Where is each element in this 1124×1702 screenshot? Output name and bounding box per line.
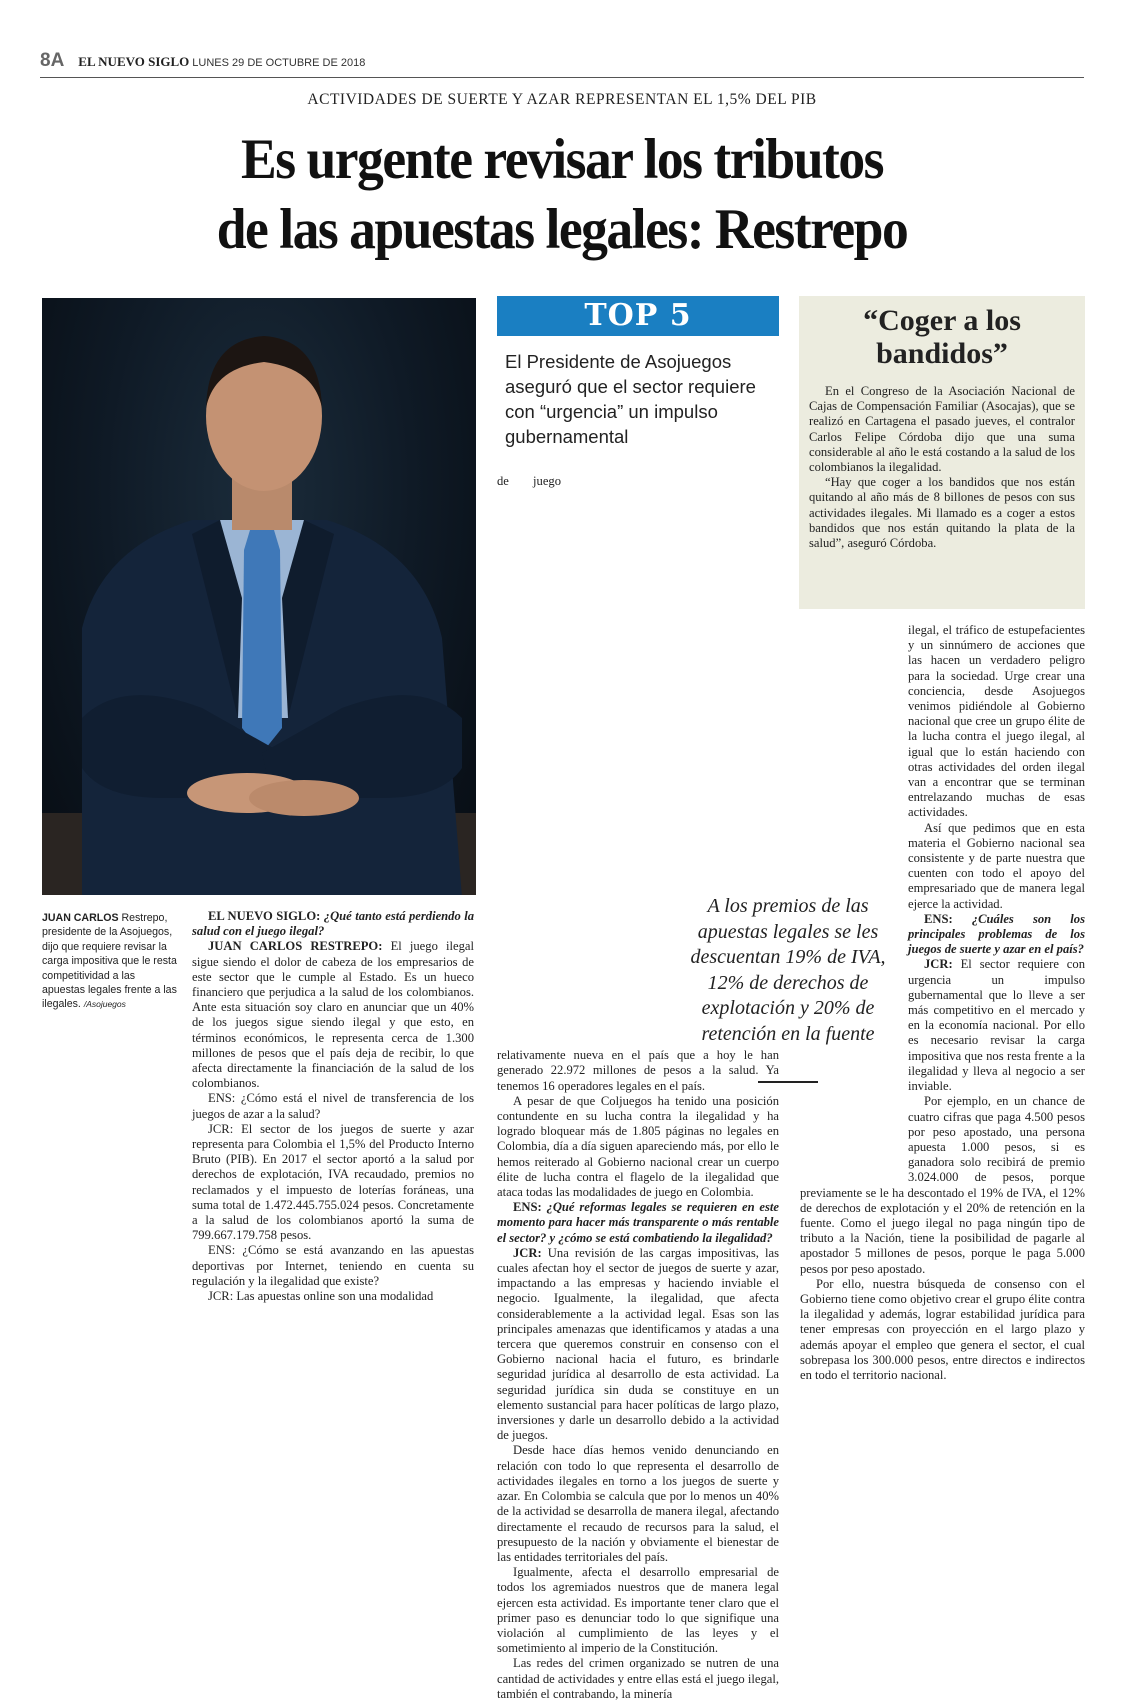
caption-text: Restrepo, presidente de la Asojuegos, dijo que requiere revisar la carga impositiva que le resta competitividad a las apuestas legales frente a las ilegales. xyxy=(42,912,177,1011)
question-5-speaker: ENS: xyxy=(924,911,953,926)
sidebar-paragraph-1: En el Congreso de la Asociación Nacional de Cajas de Compensación Familiar (Asocajas), que se realizó en Cartagena el pasado jueves, el contralor Carlos Felipe Córdoba dijo que una suma considerable al año le está costando a la salud de los colombianos la ilegalidad. xyxy=(809,384,1075,475)
caption-name: JUAN CARLOS xyxy=(42,912,119,924)
answer-3: JCR: Las apuestas online son una modalidad xyxy=(208,1289,434,1304)
column-2-paragraph-4: Igualmente, afecta el desarrollo empresarial de todos los agremiados nuestros que de manera legal ejercen esta actividad. Es importante tener claro que el primer paso es denunciar todo lo que signifique una violación al cumplimiento de las leyes y el sometimiento al imperio de la Constitución. xyxy=(497,1565,779,1656)
column-2-paragraph-1: de juego relativamente nueva en el país que a hoy le han generado 22.972 millones de pesos a la salud. Ya tenemos 16 operadores legales en el país. xyxy=(497,474,779,1093)
answer-2: JCR: El sector de los juegos de suerte y azar representa para Colombia el 1,5% del Producto Interno Bruto (PIB). En 2017 el sector aportó a la salud por derechos de explotación, IVA recaudado, premios no reclamados y el impuesto de loterías foráneas, una suma total de 1.472.445.755.024 pesos. Concretamente a la salud de los colombianos aportó la suma de 799.667.179.758 pesos. xyxy=(192,1121,474,1243)
answer-4-speaker: JCR: xyxy=(513,1245,542,1260)
pull-quote: A los premios de las apuestas legales se les descuentan 19% de IVA, 12% de derechos de explotación y 20% de retención en la fuente xyxy=(690,895,886,1045)
sidebar-paragraph-2: “Hay que coger a los bandidos que nos están quitando al año más de 8 billones de pesos con sus actividades ilegales. Mi llamado es a coger a estos bandidos que nos están quitando la plata de la salud”, aseguró Córdoba. xyxy=(809,475,1075,551)
question-2: ENS: ¿Cómo está el nivel de transferencia de los juegos de azar a la salud? xyxy=(192,1091,474,1121)
question-1-text: ¿Qué tanto está perdiendo la salud con el juego ilegal? xyxy=(192,909,474,939)
sidebar-body xyxy=(809,384,1075,551)
answer-5-text: El sector requiere con urgencia un impulso gubernamental que lo lleve a ser más competitivo en el mercado y en la economía nacional. Por ello es necesario revisar la carga impositiva que nos resta frente a la ilegalidad y lleva al negocio a ser inviable. xyxy=(908,957,1085,1094)
pull-quote-rule xyxy=(758,1081,818,1083)
question-1-speaker: EL NUEVO SIGLO: xyxy=(208,909,321,923)
sidebar-box xyxy=(799,296,1085,609)
portrait-illustration xyxy=(42,298,476,895)
page-number: 8A xyxy=(40,50,65,71)
issue-date: LUNES 29 DE OCTUBRE DE 2018 xyxy=(192,57,366,69)
headline xyxy=(34,125,1091,265)
header-rule xyxy=(40,77,1084,78)
answer-4 xyxy=(497,1246,779,1444)
article-subhead: El Presidente de Asojuegos aseguró que el sector requiere con “urgencia” un impulso gubernamental xyxy=(505,351,756,447)
column-2-paragraph-5: Las redes del crimen organizado se nutren de una cantidad de actividades y entre ellas está el juego ilegal, también el contrabando, la minería xyxy=(497,1656,779,1701)
answer-1-speaker: JUAN CARLOS RESTREPO: xyxy=(208,939,383,954)
answer-1 xyxy=(192,939,474,1091)
headline-line-1: Es urgente revisar los tributos xyxy=(241,128,883,191)
question-3: ENS: ¿Cómo se está avanzando en las apuestas deportivas por Internet, teniendo en cuenta su regulación y la ilegalidad que existe? xyxy=(192,1243,474,1288)
column-3-paragraph-4: Por ello, nuestra búsqueda de consenso con el Gobierno tiene como objetivo crear el grupo élite contra la ilegalidad y además, lograr estabilidad jurídica para tener empresas con proyección en el largo plazo y además apoyar el empleo que genera el sector, el cual sobrepasa los 300.000 pesos, entre directos e indirectos en todo el territorio nacional. xyxy=(800,1276,1085,1382)
column-1 xyxy=(192,909,474,1304)
answer-4-text: Una revisión de las cargas impositivas, las cuales afectan hoy el sector de juegos de suerte y azar, impactando a las empresas y haciendo inviable el negocio. Igualmente, la ilegalidad, que afecta considerablemente a la actividad legal. Esas son las principales amenazas que identificamos y atadas a una tercera que queremos construir en consenso con el Gobierno nacional hacia el futuro, es brindarle seguridad jurídica al desarrollo de esta actividad. La seguridad jurídica sin duda se constituye en un elemento sustancial para hacer políticas de largo plazo, inversiones y darle un desarrollo debido a la actividad de juegos. xyxy=(497,1245,779,1443)
question-4 xyxy=(497,1200,779,1246)
question-5-text: ¿Cuáles son los principales problemas de los juegos de suerte y azar en el país? xyxy=(908,911,1085,957)
question-4-text: ¿Qué reformas legales se requieren en este momento para hacer más transparente o más rentable el sector? y ¿cómo se está combatiendo la ilegalidad? xyxy=(497,1200,779,1245)
portrait-photo xyxy=(42,298,476,895)
kicker: ACTIVIDADES DE SUERTE Y AZAR REPRESENTAN EL 1,5% DEL PIB xyxy=(307,91,817,108)
question-1 xyxy=(192,909,474,939)
column-3-paragraph-2: Así que pedimos que en esta materia el Gobierno nacional sea consistente y de parte nuestra que cuenten con todo el apoyo del empresariado que de manera legal ejerce la actividad. xyxy=(908,820,1085,911)
column-3-paragraph-3: Por ejemplo, en un chance de cuatro cifras que paga 4.500 pesos por peso apostado, una persona apuesta 1.000 pesos, si es ganadora solo recibirá de premio 3.024.000 de pesos, porque previamente se le ha descontado el 19% de IVA, el 12% de derechos de explotación y el 20% de retención en la fuente. Como el juego ilegal no paga ningún tipo de tributo a la Nación, tiene la posibilidad de pagarle al apostador 5 millones de pesos, porque le paga 5.000 pesos por peso apostado. xyxy=(800,1094,1085,1276)
paper-name: EL NUEVO SIGLO xyxy=(78,54,190,69)
column-2-paragraph-2: A pesar de que Coljuegos ha tenido una posición contundente en su lucha contra la ilegalidad y ha logrado bloquear más de 1.805 páginas no legales en Colombia, día a día siguen apareciendo más, por ello le hemos reiterado al Gobierno nacional crear un cuerpo élite de lucha contra el flagelo de la ilegalidad que ataca todas las modalidades de juego en Colombia. xyxy=(497,1093,779,1200)
headline-line-2: de las apuestas legales: Restrepo xyxy=(216,198,908,261)
answer-1-text: El juego ilegal sigue siendo el dolor de cabeza de los empresarios de este sector que le cumple al Estado. Es un hueco financiero que perjudica a la salud de los colombianos. Ante esta situación soy claro en anunciar que un 40% de los juegos sigue siendo ilegal y que esto, en términos económicos, le representa cerca de 1.300 millones de pesos que el país deja de recibir, lo que afecta directamente la financiación de la salud de los colombianos. xyxy=(192,939,474,1091)
question-4-speaker: ENS: xyxy=(513,1200,542,1215)
top5-banner: TOP 5 xyxy=(497,296,779,336)
sidebar-title: “Coger a los bandidos” xyxy=(863,304,1021,370)
answer-5-speaker: JCR: xyxy=(924,957,953,972)
column-3-paragraph-1: ilegal, el tráfico de estupefacientes y un sinnúmero de acciones que las hacen un verdadero peligro para la sociedad. Urge crear una conciencia, desde Asojuegos venimos pidiéndole al Gobierno nacional que cree un grupo élite de la lucha contra el juego ilegal, al igual que lo están haciendo con otras actividades del orden ilegal van a encontrar que se terminan entrelazando muchas de esas actividades. xyxy=(908,623,1085,820)
column-2-paragraph-3: Desde hace días hemos venido denunciando en relación con todo lo que representa el desarrollo de actividades ilegales en torno a los juegos de suerte y azar. En Colombia se calcula que por lo menos un 40% de la actividad se desarrolla de manera ilegal, afectando directamente el recaudo de recursos para la salud, el presupuesto de la nación y obviamente el bienestar de las entidades territoriales del país. xyxy=(497,1443,779,1564)
photo-credit: /Asojuegos xyxy=(83,999,126,1010)
folio xyxy=(40,50,365,72)
photo-caption xyxy=(42,911,178,1012)
column-2 xyxy=(497,474,779,1702)
